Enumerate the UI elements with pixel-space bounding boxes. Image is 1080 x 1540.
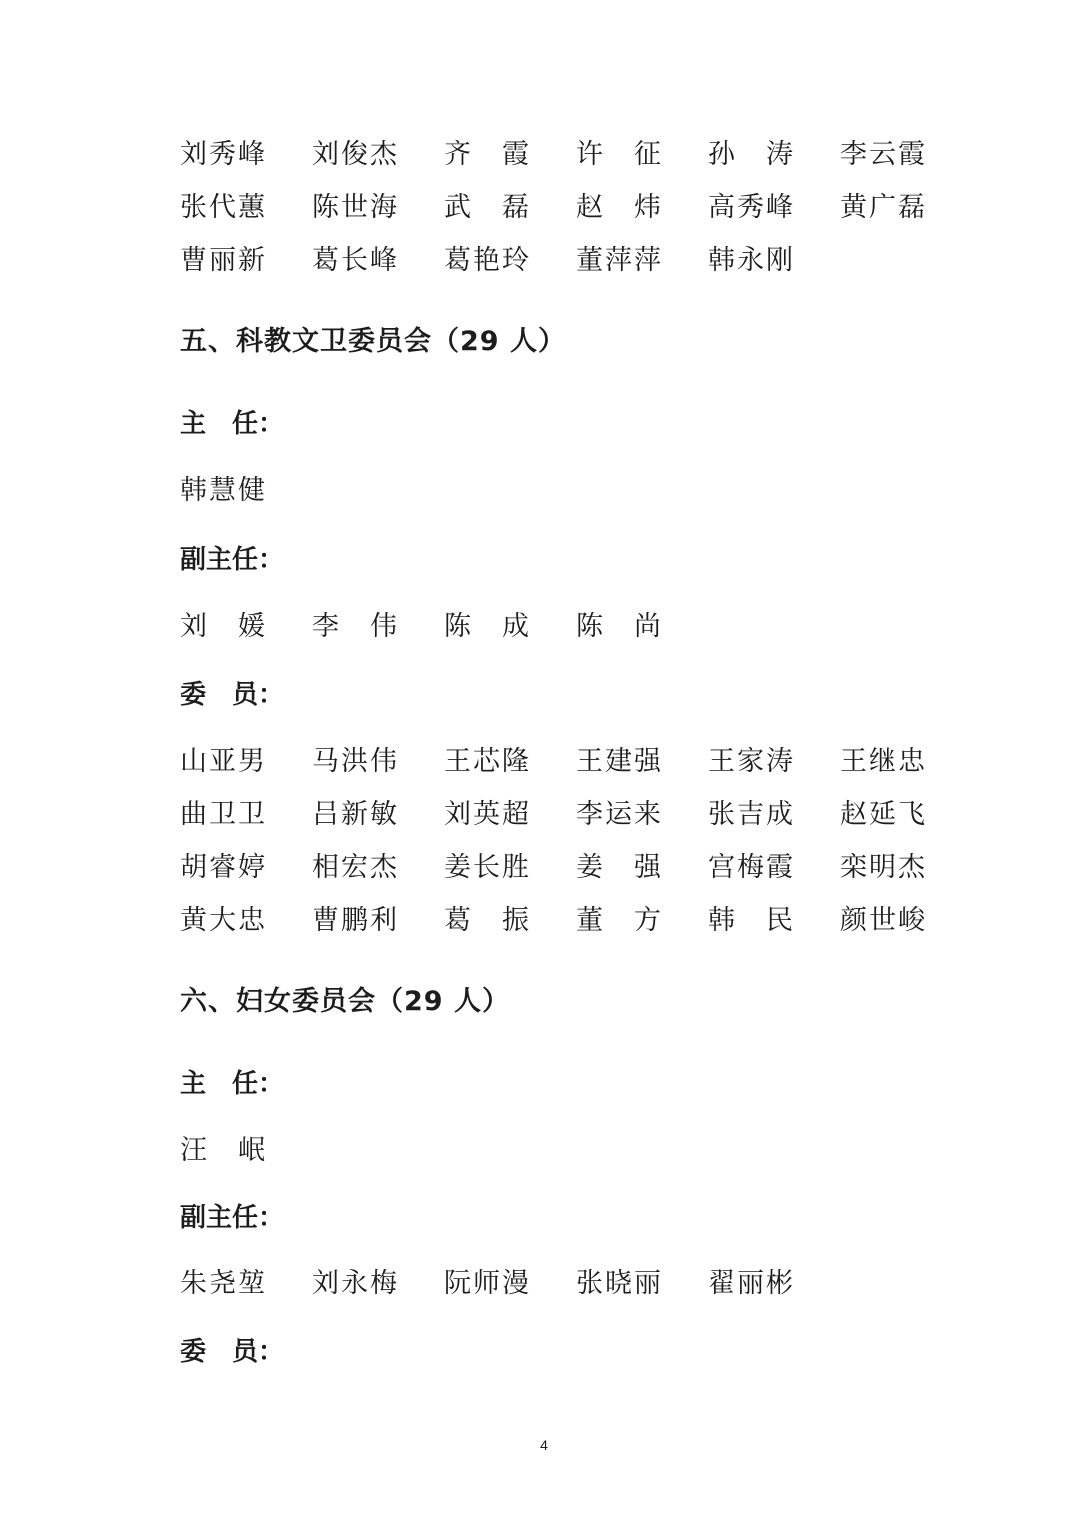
deputy-director-name-list	[180, 600, 980, 653]
member-name: 刘俊杰	[312, 139, 399, 170]
member-name: 马洪伟	[312, 746, 399, 777]
member-label: 委 员：	[180, 1337, 285, 1367]
member-name: 相宏杰	[312, 852, 399, 883]
member-name: 黄广磊	[840, 192, 927, 223]
member-name: 齐 霞	[444, 139, 531, 170]
member-name: 许 征	[576, 139, 663, 170]
deputy-director-name: 刘永梅	[312, 1268, 399, 1299]
deputy-director-name: 翟丽彬	[708, 1268, 795, 1299]
member-name: 张代蕙	[180, 192, 267, 223]
member-name: 姜长胜	[444, 852, 531, 883]
director-name-list	[180, 464, 980, 517]
member-name: 李云霞	[840, 139, 927, 170]
section-heading-science-education: 五、科教文卫委员会（29 人）	[180, 326, 566, 357]
section-heading-women: 六、妇女委员会（29 人）	[180, 986, 510, 1017]
member-name: 宫梅霞	[708, 852, 795, 883]
prev-section-member-list	[180, 128, 980, 287]
director-name-list	[180, 1124, 980, 1177]
member-name: 赵 炜	[576, 192, 663, 223]
deputy-director-name-list	[180, 1257, 980, 1310]
member-name: 黄大忠	[180, 905, 267, 936]
deputy-director-name: 陈 成	[444, 611, 531, 642]
member-name-list	[180, 735, 980, 947]
member-name: 刘秀峰	[180, 139, 267, 170]
member-name: 赵延飞	[840, 799, 927, 830]
deputy-director-name: 刘 媛	[180, 611, 267, 642]
member-name: 曹丽新	[180, 245, 267, 276]
member-name: 王建强	[576, 746, 663, 777]
member-name: 武 磊	[444, 192, 531, 223]
member-name: 王继忠	[840, 746, 927, 777]
member-name: 颜世峻	[840, 905, 927, 936]
member-name: 高秀峰	[708, 192, 795, 223]
director-label: 主 任：	[180, 409, 285, 439]
page-number: 4	[540, 1437, 548, 1453]
member-name: 刘英超	[444, 799, 531, 830]
member-name: 吕新敏	[312, 799, 399, 830]
member-name: 姜 强	[576, 852, 663, 883]
director-label: 主 任：	[180, 1069, 285, 1099]
member-label: 委 员：	[180, 680, 285, 710]
member-name: 张吉成	[708, 799, 795, 830]
member-name: 葛 振	[444, 905, 531, 936]
member-name: 李运来	[576, 799, 663, 830]
deputy-director-name: 阮师漫	[444, 1268, 531, 1299]
deputy-director-name: 李 伟	[312, 611, 399, 642]
member-name: 山亚男	[180, 746, 267, 777]
member-name: 陈世海	[312, 192, 399, 223]
deputy-director-name: 张晓丽	[576, 1268, 663, 1299]
member-name: 曲卫卫	[180, 799, 267, 830]
member-name: 王家涛	[708, 746, 795, 777]
member-name: 胡睿婷	[180, 852, 267, 883]
member-name: 董萍萍	[576, 245, 663, 276]
member-name: 孙 涛	[708, 139, 795, 170]
member-name: 栾明杰	[840, 852, 927, 883]
deputy-director-name: 陈 尚	[576, 611, 663, 642]
member-name: 曹鹏利	[312, 905, 399, 936]
director-name: 汪 岷	[180, 1135, 267, 1166]
member-name: 葛艳玲	[444, 245, 531, 276]
member-name: 葛长峰	[312, 245, 399, 276]
member-name: 王芯隆	[444, 746, 531, 777]
director-name: 韩慧健	[180, 475, 267, 506]
member-name: 韩永刚	[708, 245, 795, 276]
member-name: 韩 民	[708, 905, 795, 936]
member-name: 董 方	[576, 905, 663, 936]
deputy-director-label: 副主任：	[180, 1203, 285, 1233]
deputy-director-label: 副主任：	[180, 545, 285, 575]
deputy-director-name: 朱尧堃	[180, 1268, 267, 1299]
